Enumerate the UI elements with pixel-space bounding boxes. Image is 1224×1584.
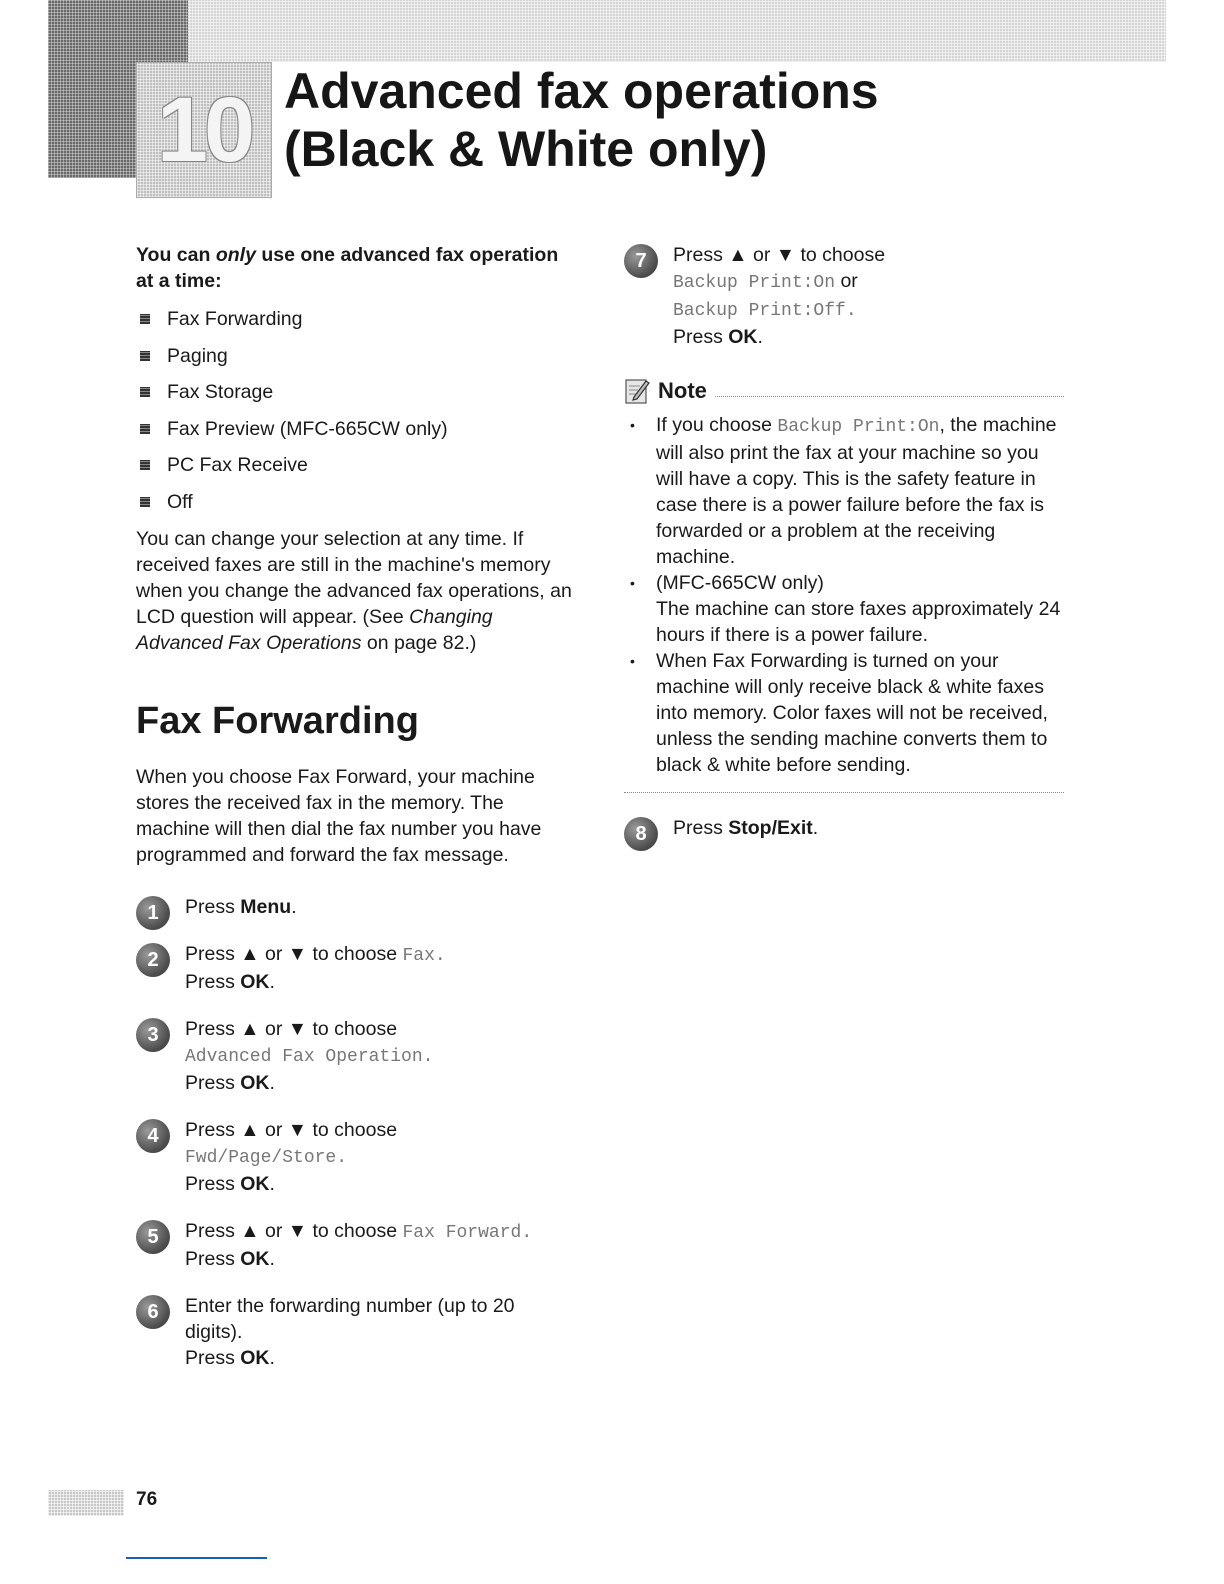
- footer-tab: [48, 1490, 124, 1516]
- step-6: 6 Enter the forwarding number (up to 20 digits). Press OK.: [136, 1293, 576, 1371]
- header-band: [48, 0, 1166, 62]
- step-number-icon: 2: [136, 943, 170, 977]
- step-number-icon: 7: [624, 244, 658, 278]
- step-number-icon: 6: [136, 1295, 170, 1329]
- chapter-number: 10: [156, 78, 252, 181]
- list-item: • When Fax Forwarding is turned on your machine will only receive black & white faxes into memory. Color faxes will not be received, unless the sending machine converts them to black & white before sending.: [624, 648, 1064, 778]
- intro-text: You can only use one advanced fax operation at a time:: [136, 244, 559, 292]
- step-number-icon: 3: [136, 1018, 170, 1052]
- pencil-note-icon: [624, 377, 650, 405]
- note-title: Note: [658, 378, 707, 403]
- chapter-title-line1: Advanced fax operations: [284, 63, 879, 119]
- step-3: 3 Press ▲ or ▼ to choose Advanced Fax Operation. Press OK.: [136, 1016, 576, 1096]
- note-list: [624, 412, 1064, 778]
- list-item: Fax Storage: [136, 379, 576, 416]
- bottom-rule: [126, 1557, 267, 1559]
- step-1: 1 Press Menu.: [136, 894, 576, 920]
- left-column: [136, 242, 576, 1392]
- step-number-icon: 8: [624, 817, 658, 851]
- chapter-title: [284, 62, 879, 178]
- chapter-number-box: [136, 62, 272, 198]
- list-item: Fax Preview (MFC-665CW only): [136, 416, 576, 453]
- list-item: Off: [136, 489, 576, 526]
- step-number-icon: 5: [136, 1220, 170, 1254]
- change-paragraph: You can change your selection at any time. If received faxes are still in the machine's memory when you change the advanced fax operations, an LCD question will appear. (See Changing Advanced Fax Operations on page 82.): [136, 527, 572, 654]
- step-5: 5 Press ▲ or ▼ to choose Fax Forward. Press OK.: [136, 1218, 576, 1272]
- section-heading: Fax Forwarding: [136, 699, 419, 742]
- list-item: • (MFC-665CW only) The machine can store faxes approximately 24 hours if there is a power failure.: [624, 570, 1064, 648]
- step-4: 4 Press ▲ or ▼ to choose Fwd/Page/Store. Press OK.: [136, 1117, 576, 1197]
- section-paragraph: When you choose Fax Forward, your machine stores the received fax in the memory. The machine will then dial the fax number you have programmed and forward the fax message.: [136, 765, 542, 866]
- step-7: 7 Press ▲ or ▼ to choose Backup Print:On or Backup Print:Off. Press OK.: [624, 242, 1064, 350]
- list-item: Fax Forwarding: [136, 306, 576, 343]
- page-reference-link[interactable]: Changing Advanced Fax Operations: [136, 605, 493, 654]
- page-number: 76: [136, 1489, 158, 1510]
- list-item: • If you choose Backup Print:On, the machine will also print the fax at your machine so you will have a copy. This is the safety feature in case there is a power failure before the fax is forwarded or a problem at the receiving machine.: [624, 412, 1064, 570]
- note-box: [624, 374, 1064, 793]
- note-header: [624, 374, 1064, 408]
- step-number-icon: 1: [136, 896, 170, 930]
- step-number-icon: 4: [136, 1119, 170, 1153]
- step-2: 2 Press ▲ or ▼ to choose Fax. Press OK.: [136, 941, 576, 995]
- list-item: PC Fax Receive: [136, 452, 576, 489]
- chapter-title-line2: (Black & White only): [284, 121, 768, 177]
- options-list: [136, 306, 576, 526]
- right-column: [624, 242, 1064, 862]
- step-8: 8 Press Stop/Exit.: [624, 815, 1064, 841]
- note-rule: [715, 396, 1064, 397]
- list-item: Paging: [136, 343, 576, 380]
